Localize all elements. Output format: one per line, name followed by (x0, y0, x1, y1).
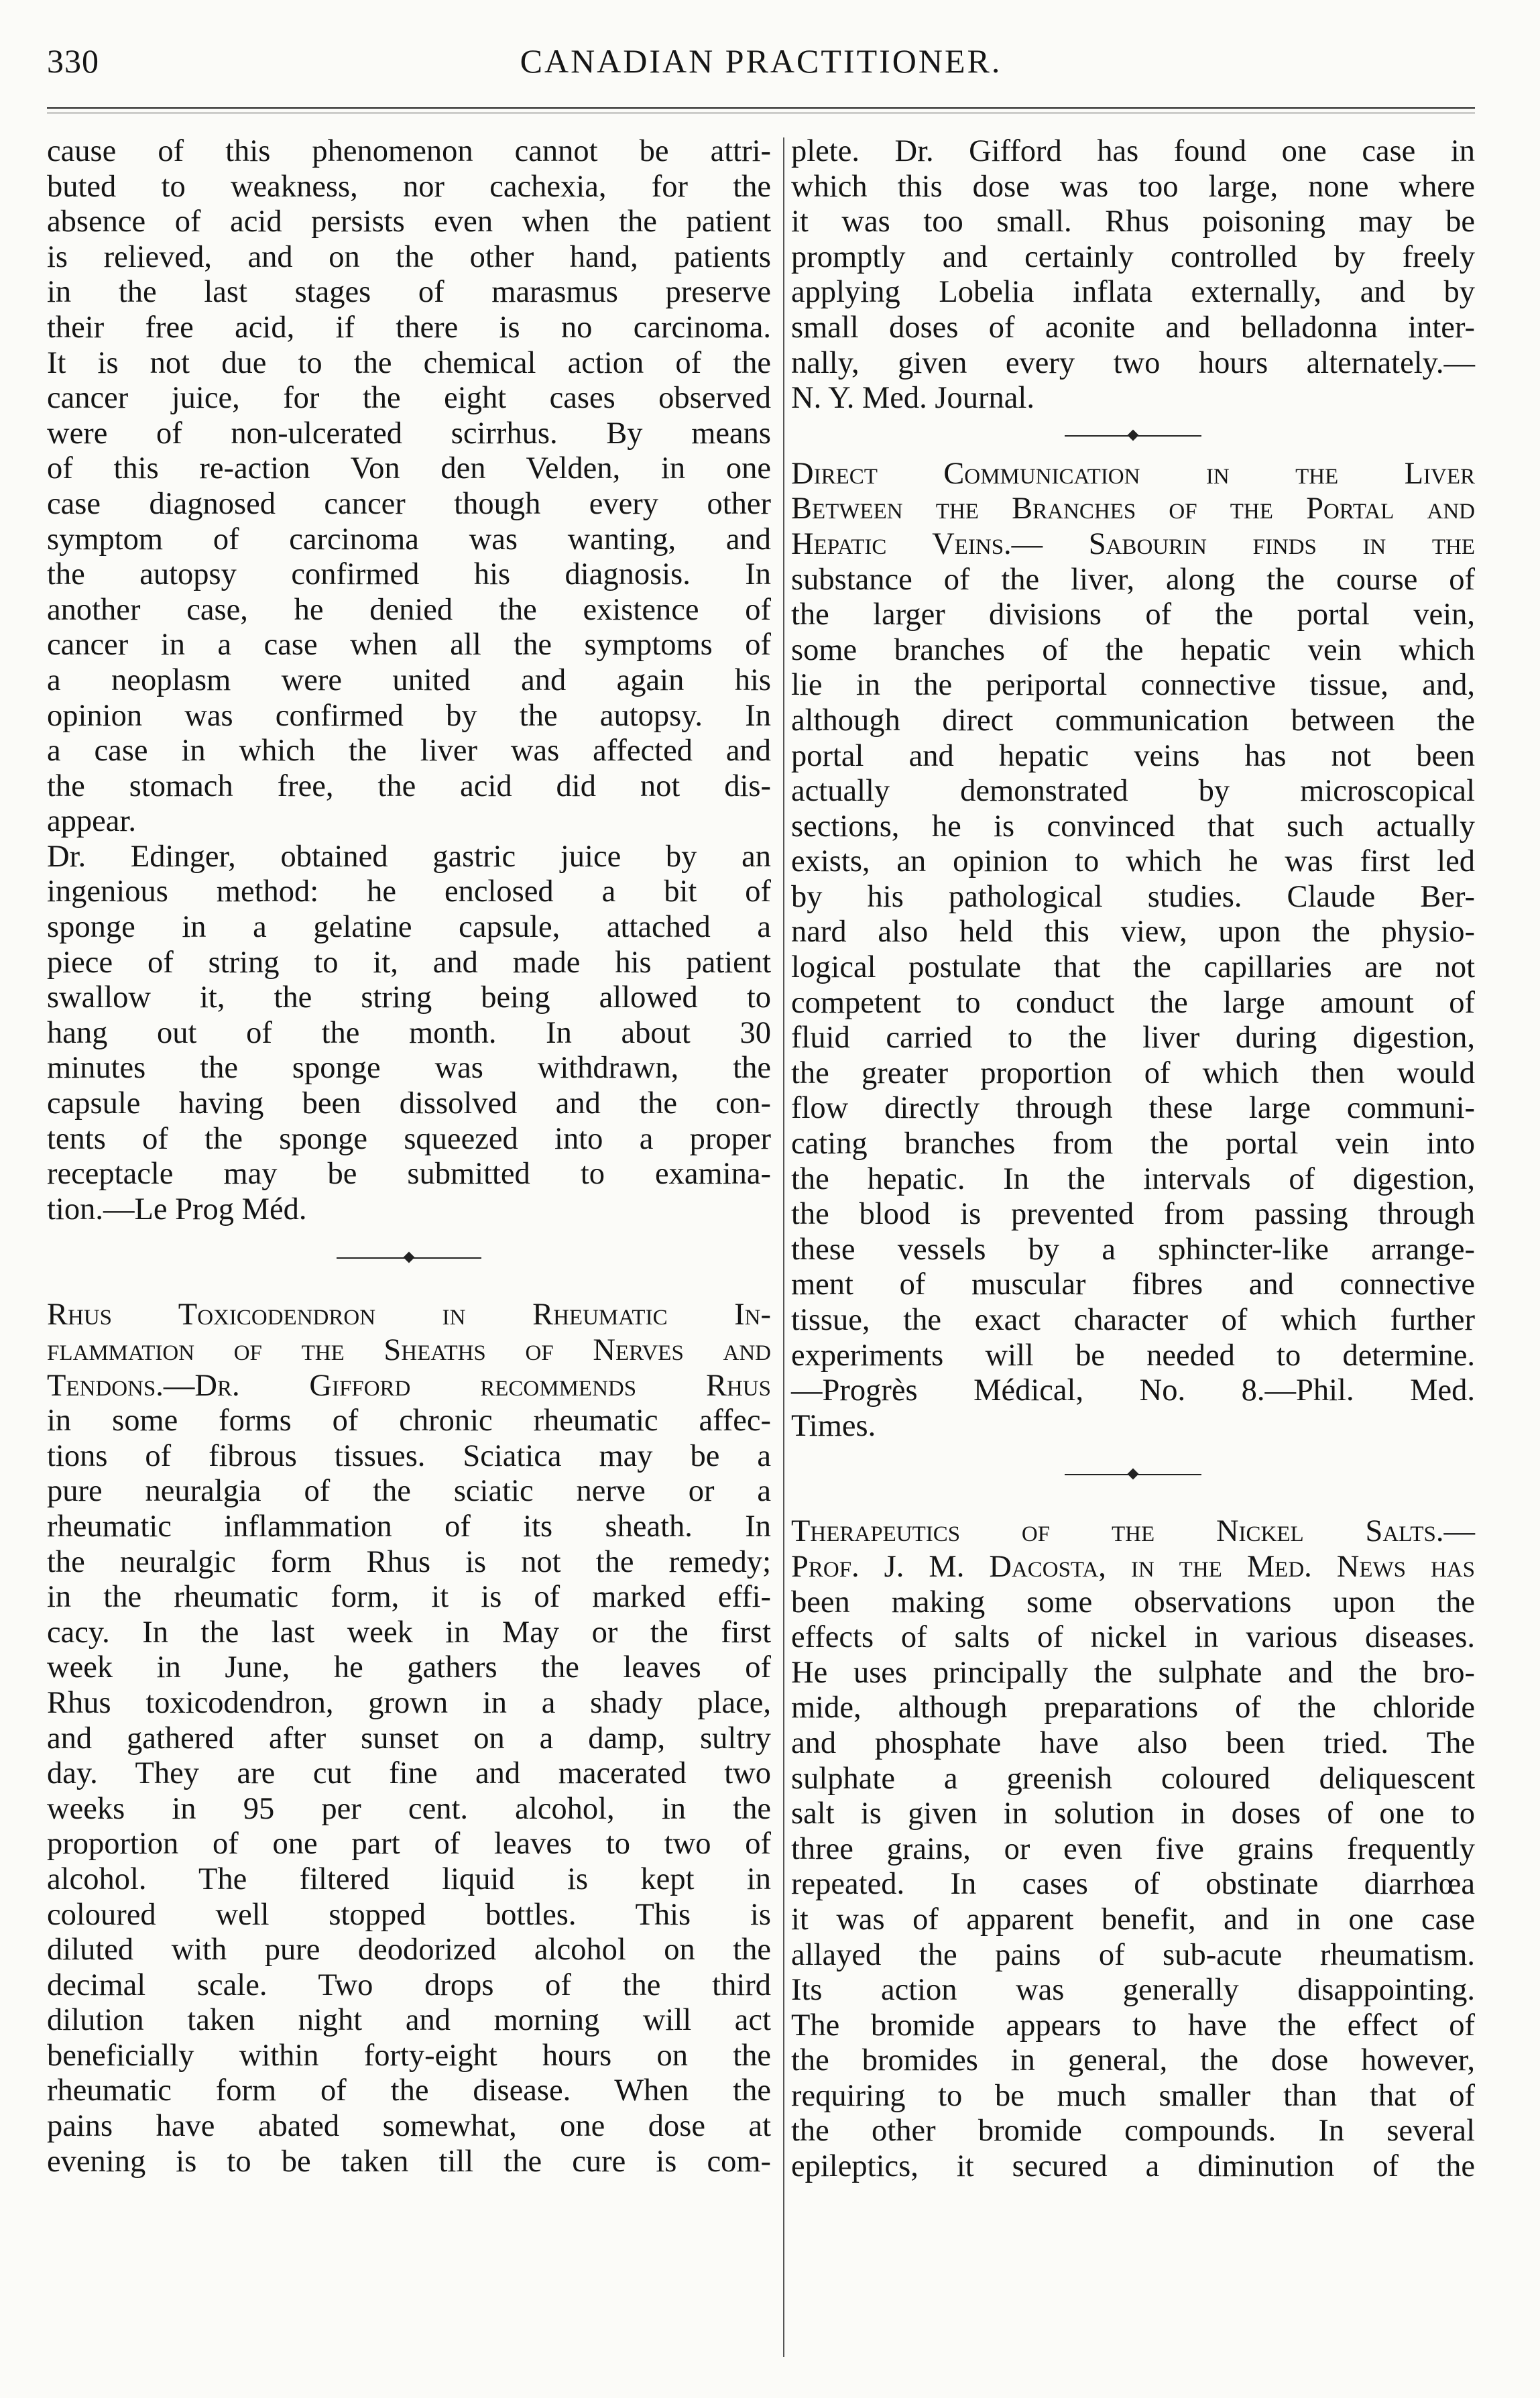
text-line: actually demonstrated by microscopical (791, 774, 1475, 809)
text-line: exists, an opinion to which he was first led (791, 844, 1475, 879)
text-line: evening is to be taken till the cure is com- (47, 2144, 771, 2179)
text-line: tions of fibrous tissues. Sciatica may be a (47, 1438, 771, 1473)
text-line: N. Y. Med. Journal. (791, 381, 1034, 416)
text-line: pure neuralgia of the sciatic nerve or a (47, 1474, 771, 1509)
running-title: CANADIAN PRACTITIONER. (520, 42, 1002, 80)
text-line: Its action was generally disappointing. (791, 1973, 1475, 2008)
text-line: effects of salts of nickel in various diseases. (791, 1620, 1475, 1655)
text-line: decimal scale. Two drops of the third (47, 1967, 771, 2002)
text-line: swallow it, the string being allowed to (47, 980, 771, 1015)
section-separator (47, 1227, 771, 1298)
text-line: Prof. J. M. Dacosta, in the Med. News has (791, 1549, 1475, 1584)
text-line: promptly and certainly controlled by freely (791, 239, 1475, 274)
header-rule (47, 107, 1475, 109)
text-line: three grains, or even five grains frequently (791, 1831, 1475, 1866)
text-line: it was of apparent benefit, and in one case (791, 1902, 1475, 1937)
text-line: mide, although preparations of the chloride (791, 1691, 1475, 1725)
text-line: applying Lobelia inflata externally, and by (791, 275, 1475, 310)
text-line: although direct communication between the (791, 703, 1475, 738)
nickel-paragraph (791, 1585, 1475, 2185)
rhus-paragraph (47, 1404, 771, 2179)
text-line: sponge in a gelatine capsule, attached a (47, 910, 771, 945)
text-line: He uses principally the sulphate and the bro- (791, 1655, 1475, 1690)
section-separator (791, 416, 1475, 457)
text-line: receptacle may be submitted to examina- (47, 1157, 771, 1192)
text-line: their free acid, if there is no carcinoma. (47, 310, 771, 345)
text-line: It is not due to the chemical action of the (47, 345, 771, 380)
text-line: sections, he is convinced that such actually (791, 809, 1475, 844)
text-line: Hepatic Veins.— Sabourin finds in the (791, 526, 1475, 561)
text-line: is relieved, and on the other hand, patients (47, 239, 771, 274)
text-line: The bromide appears to have the effect of (791, 2008, 1475, 2043)
text-line: of this re-action Von den Velden, in one (47, 451, 771, 486)
text-line: Tendons.—Dr. Gifford recommends Rhus (47, 1368, 771, 1403)
text-line: absence of acid persists even when the patient (47, 205, 771, 239)
text-line: cacy. In the last week in May or the first (47, 1615, 771, 1650)
text-line: Direct Communication in the Liver (791, 456, 1475, 491)
text-line: sulphate a greenish coloured deliquescent (791, 1761, 1475, 1796)
text-line: Between the Branches of the Portal and (791, 492, 1475, 526)
text-line: salt is given in solution in doses of one to (791, 1796, 1475, 1831)
text-line: case diagnosed cancer though every other (47, 486, 771, 521)
text-line: the greater proportion of which then would (791, 1055, 1475, 1090)
page-header (47, 42, 1475, 82)
text-line: symptom of carcinoma was wanting, and (47, 522, 771, 557)
text-line: which this dose was too large, none where (791, 169, 1475, 204)
liver-paragraph (791, 563, 1475, 1444)
text-line: ingenious method: he enclosed a bit of (47, 874, 771, 909)
text-line: been making some observations upon the (791, 1585, 1475, 1619)
edinger-paragraph (47, 840, 771, 1228)
text-line: the stomach free, the acid did not dis- (47, 768, 771, 803)
text-line: appear. (47, 804, 136, 839)
text-line: the other bromide compounds. In several (791, 2114, 1475, 2149)
text-line: these vessels by a sphincter-like arrange- (791, 1232, 1475, 1267)
text-line: week in June, he gathers the leaves of (47, 1650, 771, 1685)
text-line: cating branches from the portal vein into (791, 1127, 1475, 1161)
text-line: competent to conduct the large amount of (791, 985, 1475, 1020)
section-separator (791, 1444, 1475, 1514)
page-number: 330 (47, 42, 99, 80)
text-line: lie in the periportal connective tissue, and, (791, 668, 1475, 703)
text-line: hang out of the month. In about 30 (47, 1015, 771, 1050)
text-line: nard also held this view, upon the physio- (791, 915, 1475, 950)
rhus-heading (47, 1298, 771, 1404)
text-line: ment of muscular fibres and connective (791, 1267, 1475, 1302)
text-line: another case, he denied the existence of (47, 592, 771, 627)
text-line: cause of this phenomenon cannot be attri- (47, 134, 771, 168)
text-line: tissue, the exact character of which further (791, 1303, 1475, 1337)
rhus-continuation (791, 134, 1475, 416)
text-line: plete. Dr. Gifford has found one case in (791, 134, 1475, 168)
text-line: cancer juice, for the eight cases observed (47, 381, 771, 416)
text-line: minutes the sponge was withdrawn, the (47, 1051, 771, 1086)
text-line: tion.—Le Prog Méd. (47, 1192, 307, 1226)
text-line: it was too small. Rhus poisoning may be (791, 205, 1475, 239)
text-line: diluted with pure deodorized alcohol on the (47, 1933, 771, 1967)
text-line: Rhus Toxicodendron in Rheumatic In- (47, 1298, 771, 1332)
text-line: in some forms of chronic rheumatic affec- (47, 1404, 771, 1438)
text-line: some branches of the hepatic vein which (791, 632, 1475, 667)
text-line: rheumatic form of the disease. When the (47, 2073, 771, 2108)
text-line: Rhus toxicodendron, grown in a shady place, (47, 1685, 771, 1720)
text-line: allayed the pains of sub-acute rheumatism. (791, 1937, 1475, 1972)
right-column (791, 134, 1475, 2185)
text-line: weeks in 95 per cent. alcohol, in the (47, 1791, 771, 1826)
text-line: and gathered after sunset on a damp, sultry (47, 1721, 771, 1756)
text-line: proportion of one part of leaves to two of (47, 1827, 771, 1862)
text-line: cancer in a case when all the symptoms of (47, 628, 771, 663)
text-line: epileptics, it secured a diminution of the (791, 2149, 1475, 2184)
text-line: by his pathological studies. Claude Ber- (791, 879, 1475, 914)
liver-heading (791, 457, 1475, 563)
text-line: rheumatic inflammation of its sheath. In (47, 1509, 771, 1544)
text-line: a case in which the liver was affected and (47, 734, 771, 768)
text-line: portal and hepatic veins has not been (791, 738, 1475, 773)
text-line: substance of the liver, along the course of (791, 562, 1475, 597)
text-line: nally, given every two hours alternately.— (791, 345, 1475, 380)
text-line: in the last stages of marasmus preserve (47, 275, 771, 310)
text-line: Dr. Edinger, obtained gastric juice by an (47, 839, 771, 874)
text-line: fluid carried to the liver during digestion, (791, 1021, 1475, 1055)
text-line: and phosphate have also been tried. The (791, 1725, 1475, 1760)
text-line: Therapeutics of the Nickel Salts.— (791, 1514, 1475, 1549)
text-line: the larger divisions of the portal vein, (791, 597, 1475, 632)
text-line: a neoplasm were united and again his (47, 663, 771, 697)
text-line: day. They are cut fine and macerated two (47, 1756, 771, 1791)
text-line: requiring to be much smaller than that of (791, 2078, 1475, 2113)
text-line: small doses of aconite and belladonna inter- (791, 310, 1475, 345)
column-divider (783, 137, 784, 2357)
text-line: piece of string to it, and made his patient (47, 945, 771, 980)
text-line: dilution taken night and morning will act (47, 2003, 771, 2038)
text-line: tents of the sponge squeezed into a proper (47, 1121, 771, 1156)
text-line: the blood is prevented from passing through (791, 1197, 1475, 1232)
text-line: logical postulate that the capillaries are not (791, 950, 1475, 985)
text-line: repeated. In cases of obstinate diarrhœa (791, 1867, 1475, 1902)
text-line: the hepatic. In the intervals of digestion, (791, 1161, 1475, 1196)
text-line: pains have abated somewhat, one dose at (47, 2109, 771, 2144)
text-line: the autopsy confirmed his diagnosis. In (47, 557, 771, 592)
text-line: the neuralgic form Rhus is not the remedy; (47, 1544, 771, 1579)
left-column (47, 134, 771, 2179)
text-line: capsule having been dissolved and the con- (47, 1086, 771, 1121)
text-line: alcohol. The filtered liquid is kept in (47, 1862, 771, 1896)
cancer-paragraph (47, 134, 771, 840)
text-line: flammation of the Sheaths of Nerves and (47, 1333, 771, 1367)
text-line: coloured well stopped bottles. This is (47, 1897, 771, 1932)
text-line: experiments will be needed to determine. (791, 1338, 1475, 1373)
text-line: the bromides in general, the dose however, (791, 2043, 1475, 2078)
text-line: Times. (791, 1408, 876, 1443)
text-line: opinion was confirmed by the autopsy. In (47, 698, 771, 733)
nickel-heading (791, 1514, 1475, 1585)
text-line: —Progrès Médical, No. 8.—Phil. Med. (791, 1373, 1475, 1408)
text-line: in the rheumatic form, it is of marked effi- (47, 1580, 771, 1615)
text-line: flow directly through these large communi- (791, 1091, 1475, 1126)
text-line: beneficially within forty-eight hours on the (47, 2038, 771, 2073)
text-line: were of non-ulcerated scirrhus. By means (47, 416, 771, 451)
text-line: buted to weakness, nor cachexia, for the (47, 169, 771, 204)
